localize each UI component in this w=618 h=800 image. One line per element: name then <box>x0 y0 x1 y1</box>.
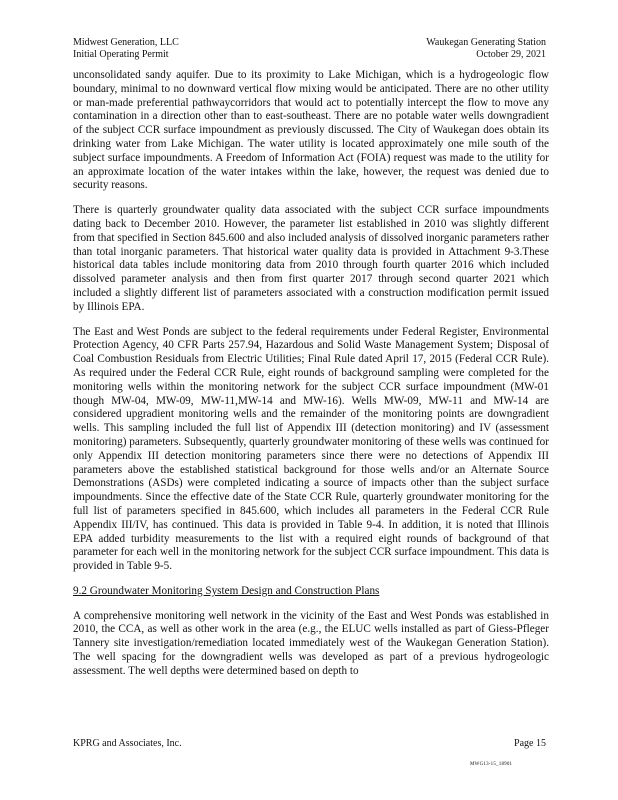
paragraph-3: The East and West Ponds are subject to the federal requirements under Federal Register, Environmental Protection Agency, 40 CFR Parts 257.94, Hazardous and Solid Waste Management System; Disposal of Coal Combustion Residuals from Electric Utilities; Final Rule dated April 17, 2015 (Federal CCR Rule). As required under the Federal CCR Rule, eight rounds of background sampling were completed for the monitoring wells within the monitoring network for the subject CCR surface impoundment (MW-01 though MW-04, MW-09, MW-11,MW-14 and MW-16). Wells MW-09, MW-11 and MW-14 are considered upgradient monitoring wells and the remainder of the monitoring points are downgradient wells. This sampling included the full list of Appendix III (detection monitoring) and IV (assessment monitoring) parameters. Subsequently, quarterly groundwater monitoring of these wells was continued for only Appendix III detection monitoring parameters since there were no detections of Appendix III parameters above the established statistical background for those wells and/or an Alternate Source Demonstrations (ASDs) were completed indicating a source of impacts other than the subject surface impoundments. Since the effective date of the State CCR Rule, quarterly groundwater monitoring for the full list of parameters specified in 845.600, which includes all parameters in the Federal CCR Rule Appendix III/IV, has continued. This data is provided in Table 9-4. In addition, it is noted that Illinois EPA added turbidity measurements to the list with a required eight rounds of background of that parameter for each well in the monitoring network for the subject CCR surface impoundment. This data is provided in Table 9-5. <box>73 325 549 573</box>
document-type: Initial Operating Permit <box>73 49 169 60</box>
document-date: October 29, 2021 <box>476 49 546 60</box>
bates-stamp: MWG13-15_18901 <box>470 762 513 767</box>
document-body <box>73 69 549 690</box>
paragraph-1: unconsolidated sandy aquifer. Due to its proximity to Lake Michigan, which is a hydrogeologic flow boundary, minimal to no downward vertical flow mixing would be anticipated. There are no other utility or man-made preferential pathwaycorridors that would act to potentially intercept the flow to move any contamination in a direction other than to east-southeast. There are no potable water wells downgradient of the subject CCR surface impoundment as previously discussed. The City of Waukegan does obtain its drinking water from Lake Michigan. The water utility is located approximately one mile south of the subject surface impoundments. A Freedom of Information Act (FOIA) request was made to the utility for an approximate location of the water intakes within the lake, however, the request was denied due to security reasons. <box>73 69 549 192</box>
section-heading: 9.2 Groundwater Monitoring System Design and Construction Plans <box>73 584 380 597</box>
document-header-left <box>73 37 179 61</box>
document-header-right <box>426 37 546 61</box>
footer-company: KPRG and Associates, Inc. <box>73 738 182 749</box>
company-name: Midwest Generation, LLC <box>73 37 179 48</box>
station-name: Waukegan Generating Station <box>426 37 546 48</box>
paragraph-4: A comprehensive monitoring well network in the vicinity of the East and West Ponds was established in 2010, the CCA, as well as other work in the area (e.g., the ELUC wells installed as part of Giess-Pfleger Tannery site investigation/remediation located immediately west of the Waukegan Generation Station). The well spacing for the downgradient wells was developed as part of a previous hydrogeologic assessment. The well depths were determined based on depth to <box>73 609 549 677</box>
page-number: Page 15 <box>514 738 546 749</box>
paragraph-2: There is quarterly groundwater quality data associated with the subject CCR surface impoundments dating back to December 2010. However, the parameter list established in 2010 was slightly different from that specified in Section 845.600 and also included analysis of dissolved inorganic parameters rather than total inorganic parameters. That historical water quality data is provided in Attachment 9-3.These historical data tables include monitoring data from 2010 through fourth quarter 2016 which included dissolved parameter analysis and then from first quarter 2017 through second quarter 2021 which included a slightly different list of parameters associated with a construction modification permit issued by Illinois EPA. <box>73 204 549 313</box>
